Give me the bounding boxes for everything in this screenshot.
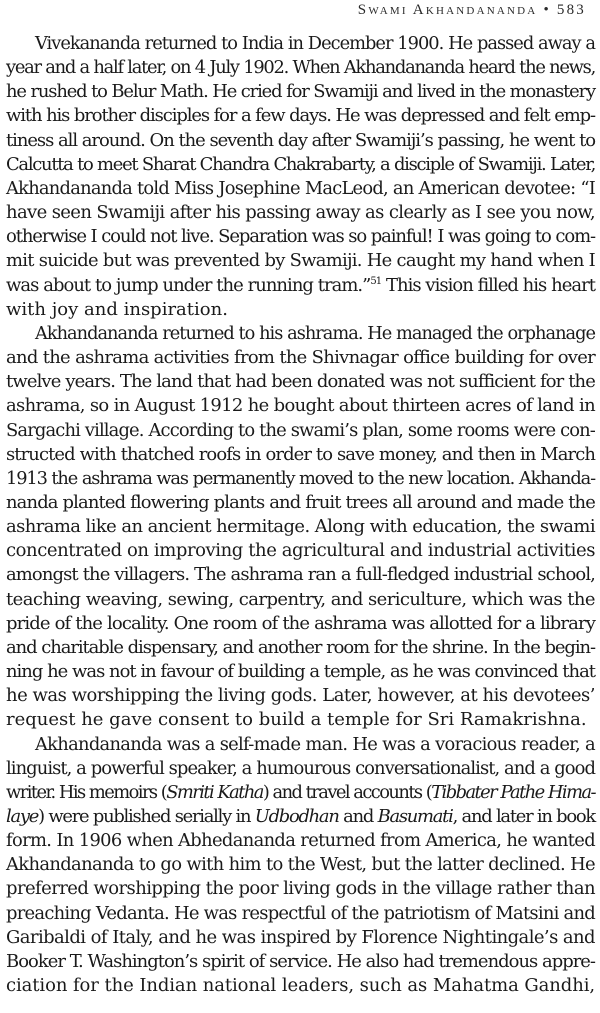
text-line: Calcutta to meet Sharat Chandra Chakrabarty, a disciple of Swamiji. Later, <box>6 153 595 175</box>
text-line: ashrama, so in August 1912 he bought about thirteen acres of land in <box>6 395 595 417</box>
text-line: teaching weaving, sewing, carpentry, and sericulture, which was the <box>6 588 595 610</box>
text-segment: writer. His memoirs ( <box>6 781 167 803</box>
text-line: Sargachi village. According to the swami’s plan, some rooms were con- <box>6 419 595 441</box>
text-line: Akhandananda to go with him to the West, but the latter declined. He <box>6 854 595 876</box>
text-line: concentrated on improving the agricultural and industrial activities <box>6 540 595 562</box>
periodical-title: Udbodhan <box>254 806 339 827</box>
text-line: with his brother disciples for a few days. He was depressed and felt emp- <box>6 105 595 127</box>
text-line: Booker T. Washington’s spirit of service. He also had tremendous appre- <box>6 950 595 972</box>
text-line: Vivekananda returned to India in December 1900. He passed away a <box>35 33 595 54</box>
page-number: 583 <box>556 2 586 18</box>
page-body <box>6 32 595 998</box>
paragraph-3 <box>6 733 595 999</box>
book-title: laye <box>6 806 39 827</box>
text-segment: and <box>338 806 378 827</box>
text-segment: ) and travel accounts ( <box>262 781 432 803</box>
text-segment: This vision filled his heart <box>381 274 595 296</box>
text-line: and the ashrama activities from the Shivnagar office building for over <box>6 347 595 369</box>
text-line: Garibaldi of Italy, and he was inspired by Florence Nightingale’s and <box>6 926 595 948</box>
book-title: Tibbater Pathe Hima- <box>431 781 595 803</box>
text-line: have seen Swamiji after his passing away as clearly as I see you now, <box>6 202 595 224</box>
text-line: year and a half later, on 4 July 1902. When Akhandananda heard the news, <box>6 57 595 79</box>
paragraph-2 <box>6 322 595 733</box>
text-line: request he gave consent to build a temple for Sri Ramakrishna. <box>6 709 587 731</box>
paragraph-1 <box>6 32 595 322</box>
text-segment: , and later in book <box>452 806 595 827</box>
text-segment: ) were published serially in <box>38 806 255 827</box>
text-line-with-titles <box>6 781 595 805</box>
periodical-title: Basumati <box>377 806 453 827</box>
text-line: ashrama like an ancient hermitage. Along with education, the swami <box>6 516 595 538</box>
text-line: and charitable dispensary, and another room for the shrine. In the begin- <box>6 636 595 658</box>
book-title: Smriti Katha <box>166 781 263 803</box>
text-line: he was worshipping the living gods. Later, however, at his devotees’ <box>6 685 595 707</box>
text-line: pride of the locality. One room of the ashrama was allotted for a library <box>6 612 595 634</box>
text-line: mit suicide but was prevented by Swamiji. He caught my hand when I <box>6 250 595 272</box>
text-line: preferred worshipping the poor living gods in the village rather than <box>6 878 595 900</box>
running-head <box>358 2 586 19</box>
text-line-with-titles <box>6 805 595 829</box>
text-line: nanda planted flowering plants and fruit trees all around and made the <box>6 491 595 513</box>
text-line: Akhandananda returned to his ashrama. He managed the orphanage <box>35 323 595 344</box>
footnote-ref: 51 <box>370 275 382 287</box>
text-line: amongst the villagers. The ashrama ran a full-fledged industrial school, <box>6 564 595 586</box>
text-segment: was about to jump under the running tram.” <box>6 274 371 296</box>
text-line: twelve years. The land that had been donated was not sufficient for the <box>6 371 595 393</box>
text-line: 1913 the ashrama was permanently moved to the new location. Akhanda- <box>6 468 595 489</box>
header-separator: • <box>543 2 551 18</box>
text-line: preaching Vedanta. He was respectful of the patriotism of Matsini and <box>6 902 595 924</box>
text-line: linguist, a powerful speaker, a humourous conversationalist, and a good <box>6 757 595 779</box>
text-line: form. In 1906 when Abhedananda returned from America, he wanted <box>6 830 595 852</box>
text-line: Akhandananda told Miss Josephine MacLeod, an American devotee: “I <box>6 177 595 199</box>
running-title: Swami Akhandananda <box>357 2 538 18</box>
text-line: with joy and inspiration. <box>6 298 228 320</box>
text-line: otherwise I could not live. Separation was so painful! I was going to com- <box>6 226 595 248</box>
text-line-with-footnote <box>6 274 595 298</box>
text-line: ning he was not in favour of building a temple, as he was convinced that <box>6 661 595 683</box>
text-line: structed with thatched roofs in order to save money, and then in March <box>6 443 595 465</box>
text-line: ciation for the Indian national leaders, such as Mahatma Gandhi, <box>6 975 595 997</box>
text-line: he rushed to Belur Math. He cried for Swamiji and lived in the monastery <box>6 81 595 103</box>
text-line: tiness all around. On the seventh day after Swamiji’s passing, he went to <box>6 129 595 151</box>
text-line: Akhandananda was a self-made man. He was a voracious reader, a <box>35 733 595 755</box>
